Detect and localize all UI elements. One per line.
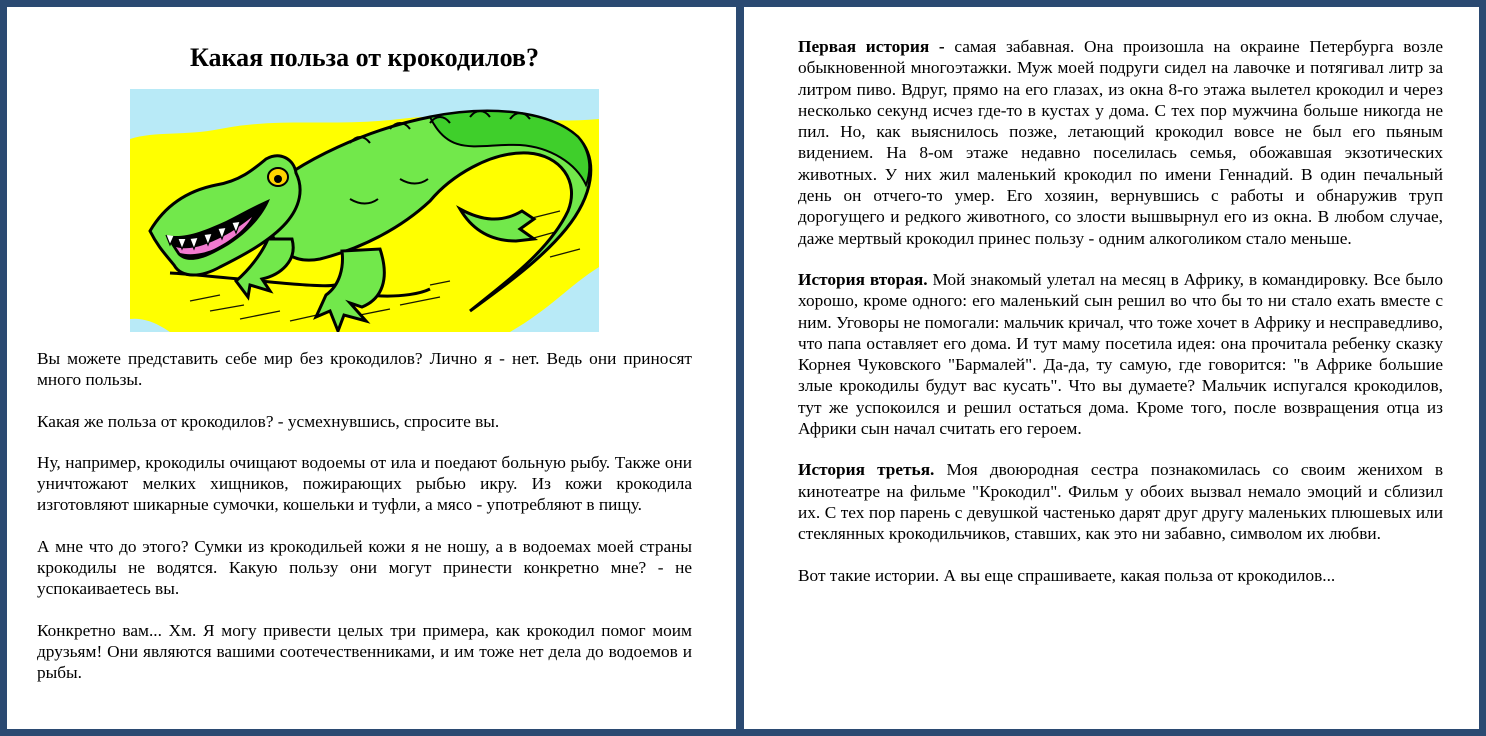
intro-section xyxy=(37,348,692,684)
intro-paragraph: Конкретно вам... Хм. Я могу привести целых три примера, как крокодил помог моим друзьям! Они являются вашими соотечественниками, и им тоже нет дела до водоемов и рыбы. xyxy=(37,620,692,683)
story-text: самая забавная. Она произошла на окраине Петербурга возле обыкновенной многоэтажки. Муж моей подруги сидел на лавочке и потягивал литр за литром пиво. Вдруг, прямо на его глазах, из окна 8-го этажа вылетел крокодил и через несколько секунд исчез где-то в кустах у дома. С тех пор мужчина больше никогда не пил. Но, как выяснилось позже, летающий крокодил вовсе не был его пьяным видением. На 8-ом этаже недавно поселилась семья, обожавшая экзотических животных. У них жил маленький крокодил по имени Геннадий. В один печальный день он отчего-то умер. Его хозяин, вернувшись с работы и обнаружив труп дорогущего и редкого животного, со злости вышвырнул его из окна. В любом случае, даже мертвый крокодил принес пользу - одним алкоголиком стало меньше. xyxy=(798,37,1443,248)
intro-paragraph: Какая же польза от крокодилов? - усмехнувшись, спросите вы. xyxy=(37,411,500,431)
story-second xyxy=(798,269,1443,439)
story-text: Мой знакомый улетал на месяц в Африку, в командировку. Все было хорошо, кроме одного: его маленький сын решил во что бы то ни стало ехать вместе с ним. Уговоры не помогали: мальчик кричал, что тоже хочет в Африку и несправедливо, что папа оставляет его дома. И тут маму посетила идея: она прочитала ребенку сказку Корнея Чуковского "Бармалей". Да-да, ту самую, где говорится: "в Африке большие злые крокодилы будут вас кусать". Что вы думаете? Мальчик испугался крокодилов, тут же успокоился и решил остаться дома. Кроме того, после возвращения отца из Африки сын начал считать его героем. xyxy=(798,269,1443,439)
story-third xyxy=(798,459,1443,544)
closing-paragraph: Вот такие истории. А вы еще спрашиваете, какая польза от крокодилов... xyxy=(798,565,1336,585)
story-text: Моя двоюродная сестра познакомилась со своим женихом в кинотеатре на фильме "Крокодил". Фильм у обоих вызвал немало эмоций и сблизил их. С тех пор парень с девушкой частенько дарят друг другу маленьких плюшевых или стеклянных крокодильчиков, ставших, как это ни забавно, символом их любви. xyxy=(798,460,1444,544)
story-heading: История третья. xyxy=(798,460,935,480)
stories-section xyxy=(798,36,1443,586)
left-page xyxy=(7,7,736,729)
story-heading: История вторая. xyxy=(798,269,928,289)
crocodile-illustration xyxy=(130,89,599,332)
intro-paragraph: А мне что до этого? Сумки из крокодильей кожи я не ношу, а в водоемах моей страны крокодилы не водятся. Какую пользу они могут принести конкретно мне? - не успокаиваетесь вы. xyxy=(37,536,692,599)
story-heading: Первая история - xyxy=(798,37,945,56)
article-title: Какая польза от крокодилов? xyxy=(190,43,539,72)
intro-paragraph: Вы можете представить себе мир без крокодилов? Лично я - нет. Ведь они приносят много пользы. xyxy=(37,349,692,390)
intro-paragraph: Ну, например, крокодилы очищают водоемы от ила и поедают больную рыбу. Также они уничтожают мелких хищников, пожирающих рыбью икру. Из кожи крокодила изготовляют шикарные сумочки, кошельки и туфли, а мясо - употребляют в пищу. xyxy=(37,452,692,515)
right-page xyxy=(744,7,1479,729)
story-first xyxy=(798,36,1443,249)
